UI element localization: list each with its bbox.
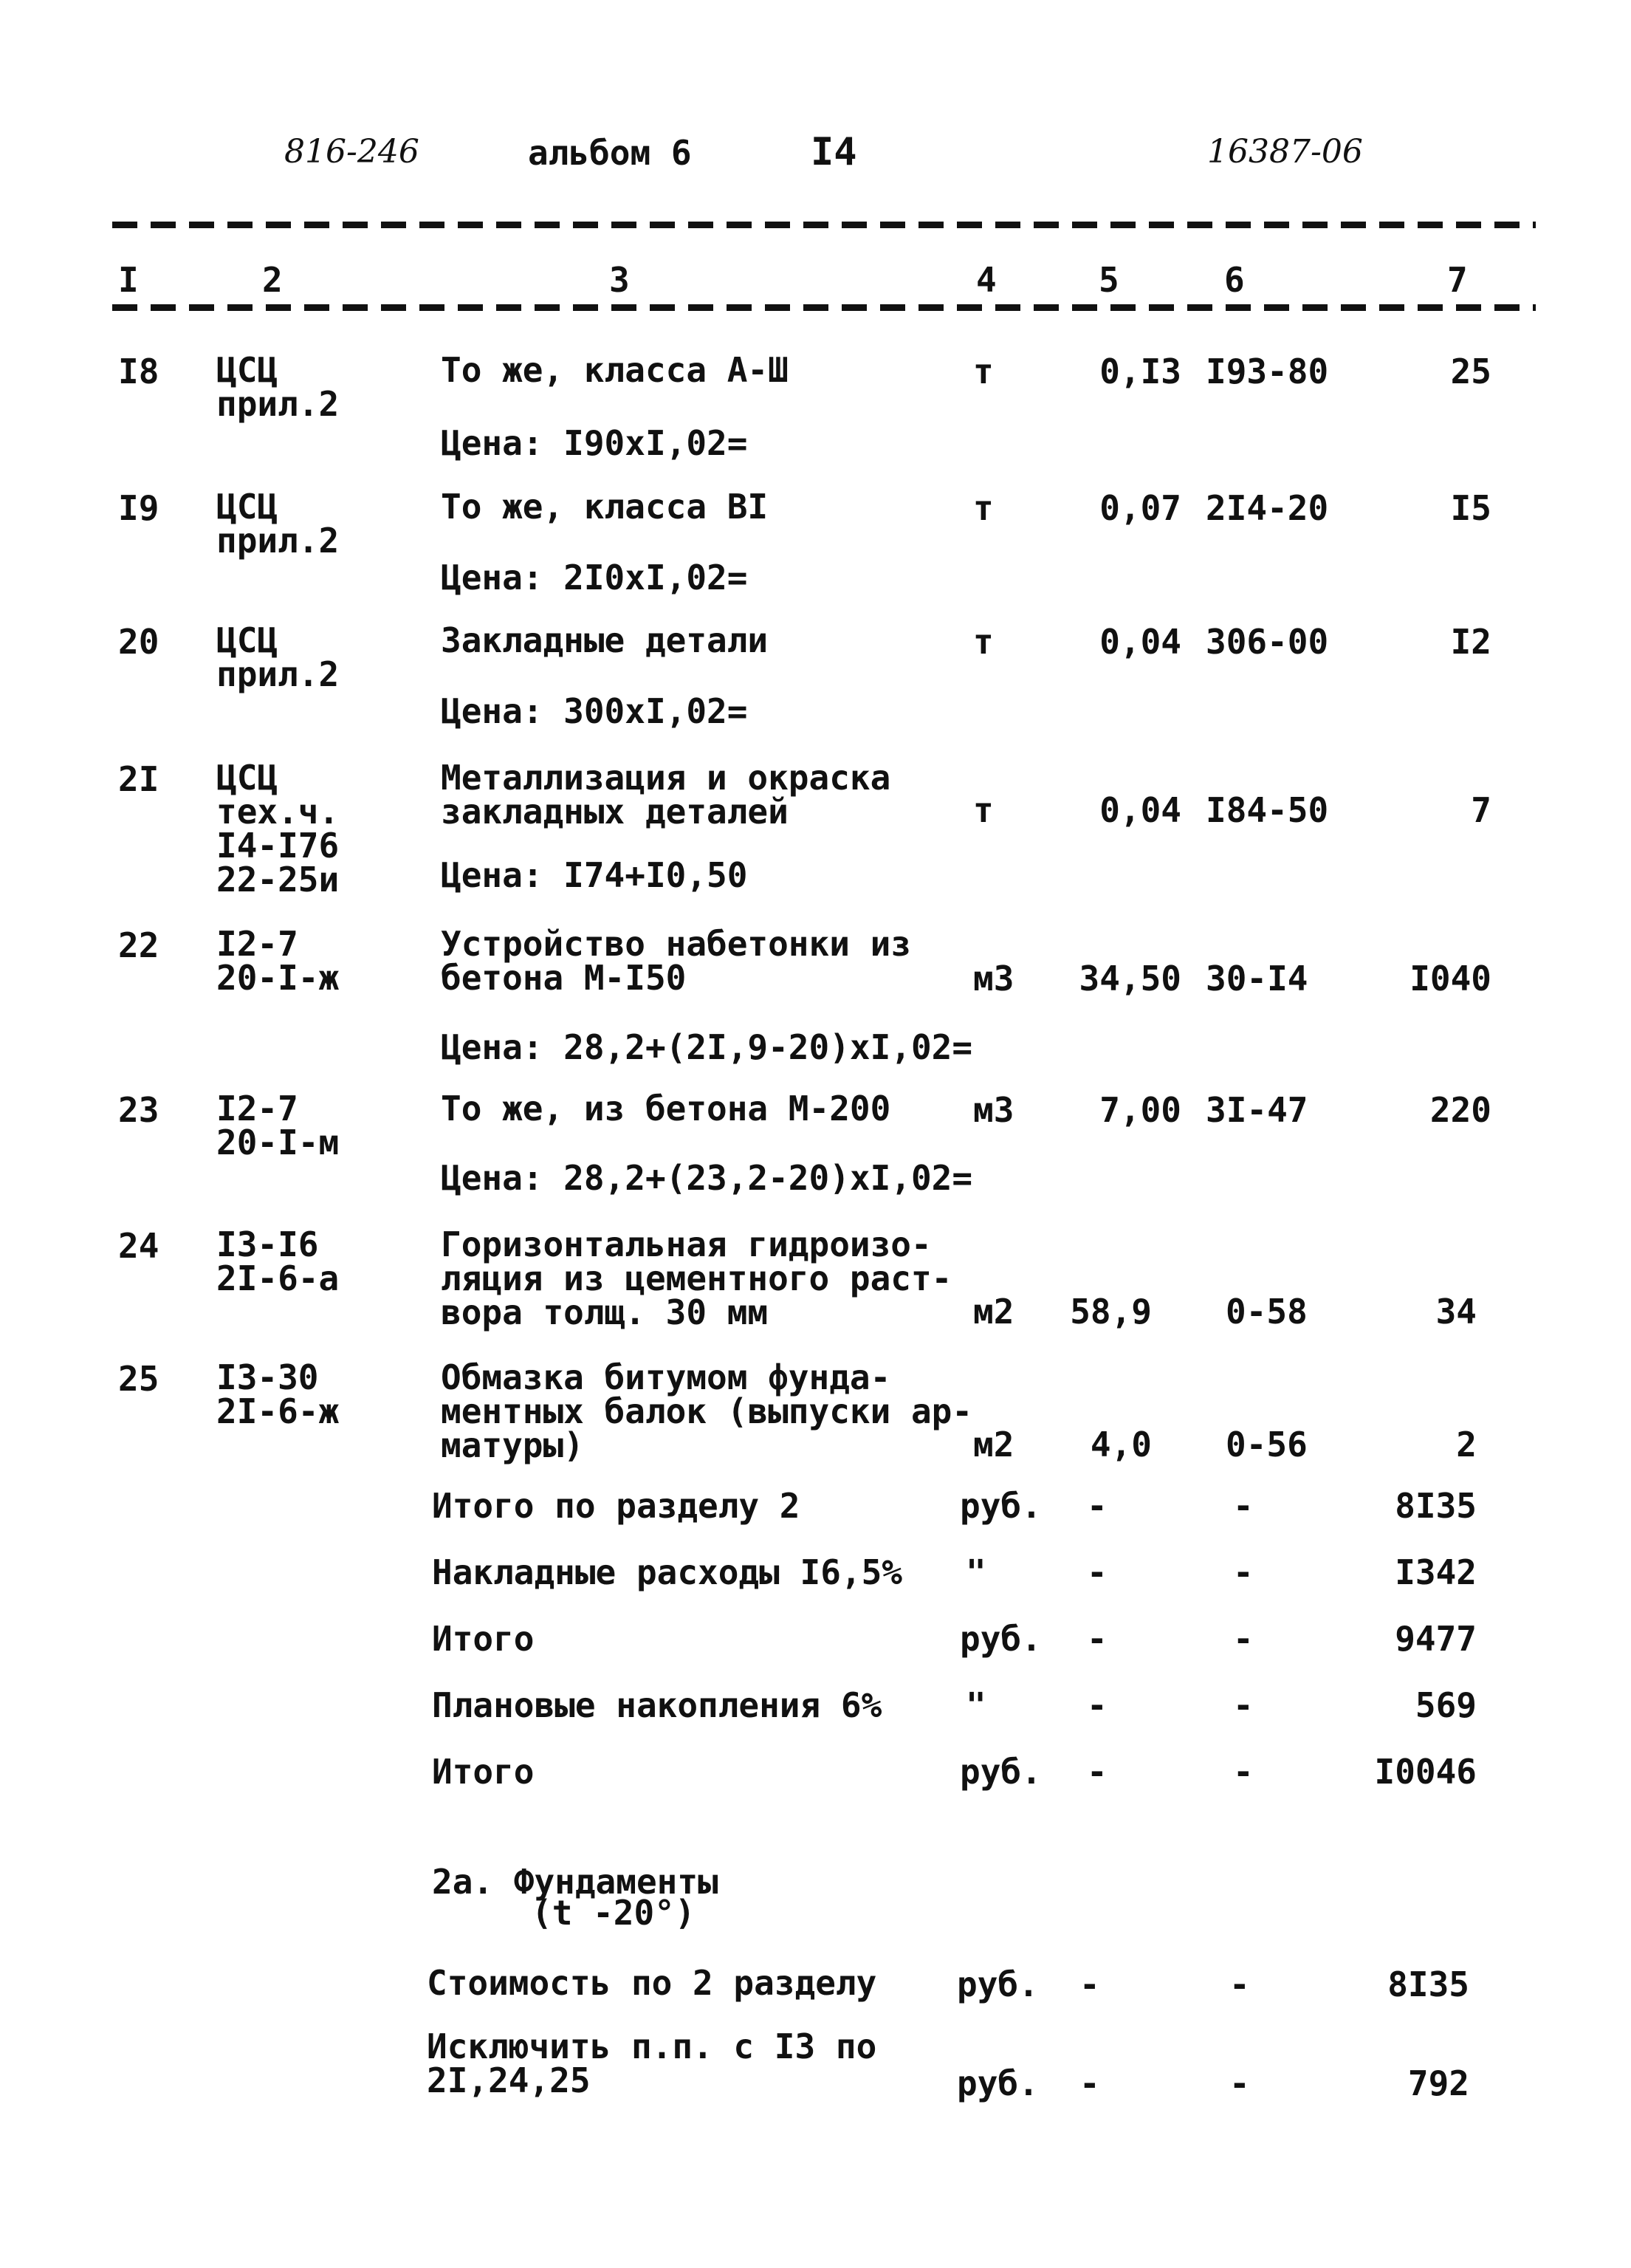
row-unit: м3 bbox=[973, 959, 1014, 998]
row-price-formula: Цена: 28,2+(23,2-20)xI,02= bbox=[441, 1158, 973, 1198]
row-number: 22 bbox=[118, 925, 159, 965]
row-rate: I84-50 bbox=[1206, 790, 1329, 830]
row-description bbox=[441, 758, 891, 832]
dashed-divider-top bbox=[112, 222, 1536, 228]
row-description bbox=[441, 924, 911, 998]
row-total: I2 bbox=[1450, 622, 1491, 662]
row-rate: 2I4-20 bbox=[1206, 488, 1329, 528]
description-line: матуры) bbox=[441, 1425, 584, 1465]
row-number: 2I bbox=[118, 759, 159, 799]
totals-value: I0046 bbox=[1374, 1752, 1477, 1792]
row-quantity: 0,I3 bbox=[1099, 352, 1181, 391]
totals-label: Накладные расходы I6,5% bbox=[432, 1552, 902, 1592]
section-row-unit: руб. bbox=[957, 2063, 1039, 2103]
totals-value: I342 bbox=[1395, 1552, 1477, 1592]
row-reference bbox=[216, 758, 340, 900]
totals-col5: - bbox=[1087, 1619, 1108, 1659]
section-row-value: 8I35 bbox=[1387, 1964, 1469, 2004]
section-row-unit: руб. bbox=[957, 1964, 1039, 2004]
totals-value: 569 bbox=[1415, 1685, 1477, 1725]
row-total: 34 bbox=[1435, 1292, 1477, 1332]
row-total: 2 bbox=[1456, 1425, 1477, 1464]
row-price-formula: Цена: 28,2+(2I,9-20)xI,02= bbox=[441, 1027, 973, 1067]
row-reference bbox=[216, 350, 340, 424]
reference-line: прил.2 bbox=[216, 521, 340, 561]
row-total: I5 bbox=[1450, 488, 1491, 528]
label-line: 2I,24,25 bbox=[427, 2060, 591, 2100]
row-total: I040 bbox=[1409, 959, 1491, 998]
row-number: 23 bbox=[118, 1090, 159, 1130]
description-line: бетона М-I50 bbox=[441, 958, 687, 998]
description-line: То же, из бетона М-200 bbox=[441, 1089, 891, 1128]
totals-unit: " bbox=[966, 1685, 986, 1725]
column-header-6: 6 bbox=[1224, 260, 1245, 300]
row-reference bbox=[216, 620, 340, 694]
row-description bbox=[441, 1089, 891, 1128]
row-unit: м2 bbox=[973, 1425, 1014, 1464]
totals-label: Плановые накопления 6% bbox=[432, 1685, 882, 1725]
row-rate: 0-56 bbox=[1226, 1425, 1308, 1464]
reference-line: I3-I6 bbox=[216, 1224, 319, 1264]
column-header-2: 2 bbox=[262, 260, 283, 300]
totals-col6: - bbox=[1233, 1752, 1254, 1792]
row-quantity: 0,04 bbox=[1099, 622, 1181, 662]
totals-unit: руб. bbox=[960, 1752, 1042, 1792]
row-description bbox=[441, 487, 769, 527]
row-number: 20 bbox=[118, 622, 159, 662]
row-reference bbox=[216, 487, 340, 561]
label-line: Исключить п.п. с I3 по bbox=[427, 2027, 877, 2066]
row-unit: м3 bbox=[973, 1090, 1014, 1130]
totals-unit: руб. bbox=[960, 1486, 1042, 1526]
row-number: 24 bbox=[118, 1226, 159, 1266]
description-line: Металлизация и окраска bbox=[441, 758, 891, 798]
row-rate: 3I-47 bbox=[1206, 1090, 1308, 1130]
project-number: 16387-06 bbox=[1207, 133, 1363, 171]
section-row-label bbox=[427, 2027, 877, 2100]
row-number: I8 bbox=[118, 352, 159, 391]
row-total: 220 bbox=[1429, 1090, 1491, 1130]
totals-unit: руб. bbox=[960, 1619, 1042, 1659]
reference-line: прил.2 bbox=[216, 654, 340, 694]
totals-label: Итого по разделу 2 bbox=[432, 1486, 800, 1526]
column-header-7: 7 bbox=[1447, 260, 1468, 300]
row-description bbox=[441, 350, 789, 390]
row-unit: т bbox=[973, 352, 994, 391]
row-reference bbox=[216, 1357, 340, 1431]
dashed-divider-header bbox=[112, 304, 1536, 311]
row-total: 7 bbox=[1471, 790, 1491, 830]
album-label: альбом 6 bbox=[528, 133, 692, 173]
section-row-value: 792 bbox=[1407, 2063, 1469, 2103]
row-rate: I93-80 bbox=[1206, 352, 1329, 391]
reference-line: 22-25и bbox=[216, 860, 340, 900]
reference-line: I2-7 bbox=[216, 1089, 298, 1128]
row-price-formula: Цена: I74+I0,50 bbox=[441, 855, 748, 895]
column-header-1: I bbox=[118, 260, 139, 300]
totals-value: 8I35 bbox=[1395, 1486, 1477, 1526]
row-reference bbox=[216, 924, 340, 998]
description-line: ментных балок (выпуски ар- bbox=[441, 1391, 973, 1431]
reference-line: 2I-6-ж bbox=[216, 1391, 340, 1431]
totals-col5: - bbox=[1087, 1685, 1108, 1725]
reference-line: тех.ч. bbox=[216, 792, 340, 832]
row-unit: м2 bbox=[973, 1292, 1014, 1332]
totals-unit: " bbox=[966, 1552, 986, 1592]
section-row-col5: - bbox=[1079, 1964, 1100, 2004]
row-quantity: 0,04 bbox=[1099, 790, 1181, 830]
row-quantity: 4,0 bbox=[1090, 1425, 1152, 1464]
description-line: Горизонтальная гидроизо- bbox=[441, 1224, 932, 1264]
reference-line: прил.2 bbox=[216, 384, 340, 424]
row-unit: т bbox=[973, 790, 994, 830]
reference-line: 2I-6-а bbox=[216, 1258, 340, 1298]
row-rate: 30-I4 bbox=[1206, 959, 1308, 998]
row-description bbox=[441, 620, 769, 660]
totals-col5: - bbox=[1087, 1552, 1108, 1592]
row-number: 25 bbox=[118, 1359, 159, 1399]
description-line: ляция из цементного раст- bbox=[441, 1258, 952, 1298]
reference-line: ЦСЦ bbox=[216, 350, 278, 390]
description-line: Устройство набетонки из bbox=[441, 924, 911, 964]
totals-label: Итого bbox=[432, 1619, 535, 1659]
description-line: То же, класса BI bbox=[441, 487, 769, 527]
reference-line: 20-I-ж bbox=[216, 958, 340, 998]
row-description bbox=[441, 1357, 973, 1465]
row-unit: т bbox=[973, 488, 994, 528]
reference-line: ЦСЦ bbox=[216, 487, 278, 527]
reference-line: I2-7 bbox=[216, 924, 298, 964]
totals-col6: - bbox=[1233, 1552, 1254, 1592]
row-quantity: 0,07 bbox=[1099, 488, 1181, 528]
section-title: 2а. Фундаменты bbox=[432, 1862, 718, 1902]
row-price-formula: Цена: I90xI,02= bbox=[441, 423, 748, 463]
row-description bbox=[441, 1224, 952, 1332]
row-quantity: 34,50 bbox=[1079, 959, 1181, 998]
section-row-col6: - bbox=[1229, 2063, 1250, 2103]
description-line: Обмазка битумом фунда- bbox=[441, 1357, 891, 1397]
reference-line: I3-30 bbox=[216, 1357, 319, 1397]
totals-col5: - bbox=[1087, 1752, 1108, 1792]
totals-label: Итого bbox=[432, 1752, 535, 1792]
page-number: I4 bbox=[811, 130, 857, 174]
description-line: Закладные детали bbox=[441, 620, 769, 660]
row-rate: 306-00 bbox=[1206, 622, 1329, 662]
column-header-3: 3 bbox=[609, 260, 630, 300]
description-line: То же, класса А-Ш bbox=[441, 350, 789, 390]
reference-line: 20-I-м bbox=[216, 1123, 340, 1162]
row-total: 25 bbox=[1450, 352, 1491, 391]
reference-line: I4-I76 bbox=[216, 826, 340, 866]
row-quantity: 58,9 bbox=[1070, 1292, 1152, 1332]
label-line: Стоимость по 2 разделу bbox=[427, 1963, 877, 2003]
row-rate: 0-58 bbox=[1226, 1292, 1308, 1332]
row-unit: т bbox=[973, 622, 994, 662]
row-price-formula: Цена: 300xI,02= bbox=[441, 691, 748, 731]
totals-col6: - bbox=[1233, 1619, 1254, 1659]
row-number: I9 bbox=[118, 488, 159, 528]
totals-col6: - bbox=[1233, 1486, 1254, 1526]
description-line: закладных деталей bbox=[441, 792, 789, 832]
totals-col6: - bbox=[1233, 1685, 1254, 1725]
row-reference bbox=[216, 1224, 340, 1298]
section-row-label bbox=[427, 1963, 877, 2003]
section-row-col6: - bbox=[1229, 1964, 1250, 2004]
row-reference bbox=[216, 1089, 340, 1162]
row-quantity: 7,00 bbox=[1099, 1090, 1181, 1130]
column-header-4: 4 bbox=[976, 260, 997, 300]
row-price-formula: Цена: 2I0xI,02= bbox=[441, 558, 748, 597]
section-subtitle: (t -20°) bbox=[532, 1893, 696, 1933]
totals-value: 9477 bbox=[1395, 1619, 1477, 1659]
reference-line: ЦСЦ bbox=[216, 620, 278, 660]
column-header-5: 5 bbox=[1099, 260, 1119, 300]
reference-line: ЦСЦ bbox=[216, 758, 278, 798]
document-code: 816-246 bbox=[284, 133, 419, 171]
description-line: вора толщ. 30 мм bbox=[441, 1292, 769, 1332]
totals-col5: - bbox=[1087, 1486, 1108, 1526]
section-row-col5: - bbox=[1079, 2063, 1100, 2103]
